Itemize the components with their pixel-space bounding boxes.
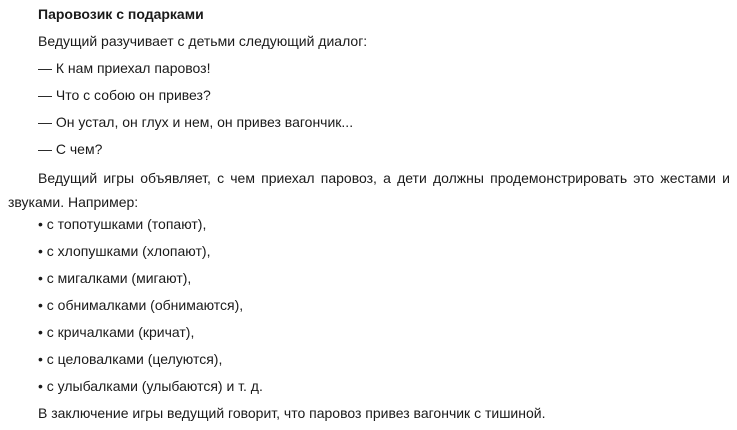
example-item: • с целовалками (целуются), [38,351,223,367]
document-title: Паровозик с подарками [38,6,204,22]
dialog-line: — Что с собою он привез? [38,87,211,103]
intro-text: Ведущий разучивает с детьми следующий диалог: [38,33,368,49]
conclusion-text: В заключение игры ведущий говорит, что паровоз привез вагончик с тишиной. [38,405,546,421]
example-item: • с обнималками (обнимаются), [38,297,244,313]
dialog-line: — К нам приехал паровоз! [38,60,211,76]
example-item: • с кричалками (кричат), [38,324,195,340]
example-item: • с мигалками (мигают), [38,270,192,286]
example-item: • с улыбалками (улыбаются) и т. д. [38,378,263,394]
dialog-line: — С чем? [38,141,103,157]
example-item: • с хлопушками (хлопают), [38,243,211,259]
dialog-line: — Он устал, он глух и нем, он привез вагончик... [38,114,354,130]
explanation-paragraph: Ведущий игры объявляет, с чем приехал паровоз, а дети должны продемонстрировать это жестами и звуками. Например: [8,170,730,210]
example-item: • с топотушками (топают), [38,216,207,232]
